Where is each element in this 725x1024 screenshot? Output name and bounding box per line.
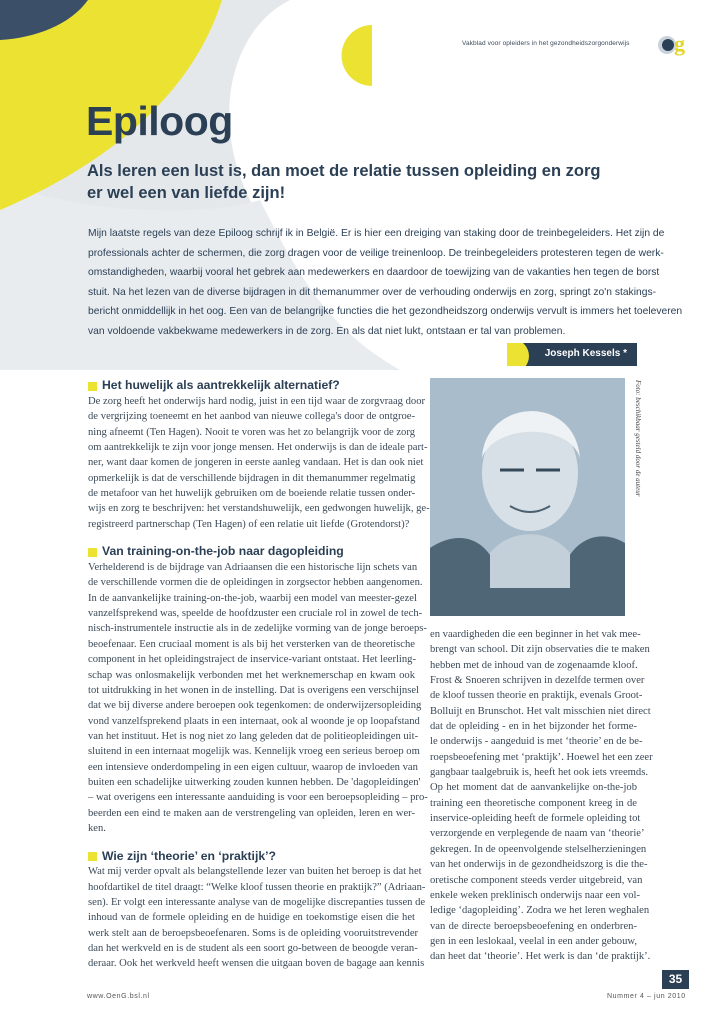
body-line: vanzelfsprekend was, speelde de hoofdzuster een cruciale rol in zowel de tech- bbox=[88, 608, 423, 620]
body-line: opmerkelijk is dat de verschillende bijdragen in dit themanummer regelmatig bbox=[88, 472, 416, 484]
body-line: Op het moment dat de aanvankelijke on-the-job bbox=[430, 782, 637, 794]
body-line: vond vanzelfsprekend plaats in een internaat, ook al woonde je op loopafstand bbox=[88, 715, 420, 727]
intro-line: Mijn laatste regels van deze Epiloog schrijf ik in België. Er is hier een dreiging van staking door de treinbegeleiders. Het zijn de bbox=[88, 228, 665, 239]
body-line: enkele weken preklinisch onderwijs naar een vol- bbox=[430, 889, 641, 901]
body-line: beerden een eind te maken aan de verstrengeling van opleiden, leren en wer- bbox=[88, 807, 415, 819]
body-line: ning afneemt (Ten Hagen). Nooit te voren was het zo belangrijk voor de zorg bbox=[88, 426, 415, 438]
body-line: nisch-instrumentele instructie als in de zedelijke vorming van de jonge beroeps- bbox=[88, 623, 427, 635]
body-line: gangbaar taalgebruik is, heeft het ook iets vreemds. bbox=[430, 767, 648, 779]
body-line: buiten een schadelijke uitwerking zouden kunnen hebben. De 'dagopleidingen' bbox=[88, 776, 421, 788]
yellow-circle-decoration bbox=[507, 343, 529, 366]
body-line: Bolluijt en Brunschot. Het valt misschien niet direct bbox=[430, 705, 651, 717]
article-subtitle bbox=[87, 160, 647, 204]
footer-website: www.OenG.bsl.nl bbox=[87, 993, 150, 1000]
photo-caption bbox=[632, 380, 642, 540]
body-line: beoefenaar. Een cruciaal moment is als bij het versterken van de theoretische bbox=[88, 638, 415, 650]
body-line: training een theoretische component kreeg in de bbox=[430, 797, 637, 809]
body-line: deraar. Ook het werkveld heeft wensen die uitgaan boven de bagage aan kennis bbox=[88, 958, 425, 970]
body-line: roepsbeoefening met ‘praktijk’. Hoewel het een zeer bbox=[430, 751, 653, 763]
section-heading bbox=[88, 544, 415, 560]
body-line: oretische component steeds verder uitgebreid, van bbox=[430, 874, 643, 886]
yellow-square-bullet-icon bbox=[88, 852, 97, 861]
body-line: om aantrekkelijk te zijn voor jonge mensen. Het onderwijs is dan de ideale part- bbox=[88, 442, 428, 454]
right-column bbox=[430, 627, 653, 965]
body-line: Frost & Snoeren schrijven in dezelfde termen over bbox=[430, 675, 645, 687]
body-line: werk stelt aan de beroepsbeoefenaren. Soms is de opleiding vooruitstrevender bbox=[88, 927, 419, 939]
author-photo bbox=[430, 378, 625, 616]
body-line: inhoud van de formele opleiding en de huidige en toekomstige eisen die het bbox=[88, 912, 415, 924]
author-badge bbox=[507, 343, 637, 366]
body-line: dan het werkveld en is de student als een soort go-between de beoogde veran- bbox=[88, 943, 418, 954]
body-line: verzorgende en verplegende de naam van ‘theorie’ bbox=[430, 828, 645, 840]
body-line: tot uitdrukking in het wonen in de instelling. Dat is overigens een verschijnsel bbox=[88, 684, 419, 696]
section-heading-text: Van training-on-the-job naar dagopleiding bbox=[102, 544, 344, 559]
page-number: 35 bbox=[662, 970, 689, 989]
body-line: hoofdartikel de titel draagt: “Welke kloof tussen theorie en praktijk?” (Adriaan- bbox=[88, 881, 426, 893]
body-line: gen in een leslokaal, veelal in een ander gebouw, bbox=[430, 935, 637, 947]
body-line: ner, want daar komen de jongeren in eerste aanleg vandaan. Het is dan ook niet bbox=[88, 457, 424, 469]
body-line: sluitend in een internaat mogelijk was. Kennelijk vroeg een serieus beroep om bbox=[88, 746, 420, 758]
body-line: en vaardigheden die een beginner in het vak mee- bbox=[430, 629, 641, 640]
body-line: schap was onlosmakelijk verbonden met het werknemerschap en kwam ook bbox=[88, 669, 415, 681]
body-line: De zorg heeft het onderwijs hard nodig, juist in een tijd waar de zorgvraag door bbox=[88, 396, 426, 407]
body-line: de metafoor van het huwelijk gebruiken om de boeiende relatie tussen onder- bbox=[88, 488, 416, 500]
body-line: de vergrijzing toeneemt en het aanbod van nieuwe collega's door de ontgroe- bbox=[88, 411, 415, 423]
body-line: van het onderwijs in de gezondheidszorg is die the- bbox=[430, 859, 648, 871]
body-line: hebben met de inhoud van de zogenaamde kloof. bbox=[430, 659, 638, 671]
section-heading bbox=[88, 848, 415, 864]
body-line: inservice-opleiding heeft de formele opleiding tot bbox=[430, 813, 641, 825]
body-line: component in het opleidingstraject de inservice-variant ontstaat. Het leerling- bbox=[88, 654, 416, 666]
svg-text:g: g bbox=[674, 33, 685, 56]
body-line: registreerd partnerschap (Ten Hagen) of een relatie uit liefde (Grotendorst)? bbox=[88, 518, 410, 530]
body-line: ledige ‘dagopleiding’. Zodra we het leren weghalen bbox=[430, 905, 650, 917]
body-line: ken. bbox=[88, 822, 106, 834]
body-line: dat de opleiding - en in het bijzonder het forme- bbox=[430, 721, 637, 733]
body-line: – wat overigens een interessante aanduiding is voor een beroepsopleiding – pro- bbox=[88, 792, 428, 804]
body-line: van het instituut. Het is nog niet zo lang geleden dat de politieopleidingen uit- bbox=[88, 730, 419, 742]
body-line: sen). Er volgt een interessante analyse van de mogelijke discrepanties tussen de bbox=[88, 896, 426, 908]
page-title: Epiloog bbox=[86, 98, 233, 144]
body-line: gekregen. In de opeenvolgende stelselherzieningen bbox=[430, 843, 647, 855]
body-line: Wat mij verder opvalt als belangstellende lezer van buiten het beroep is dat het bbox=[88, 866, 422, 878]
oeng-logo bbox=[657, 33, 693, 59]
photo-caption-text: Foto: beschikbaar gesteld door de auteur bbox=[634, 380, 642, 497]
body-line: een intensieve onderdompeling in een eigen cultuur, waarop de invloeden van bbox=[88, 761, 418, 773]
magazine-tagline: Vakblad voor opleiders in het gezondheidszorgonderwijs bbox=[462, 40, 630, 47]
yellow-half-circle bbox=[342, 25, 372, 86]
intro-line: omstandigheden, waarbij vooral het gebrek aan medewerkers en daardoor de toewijzing van de vakanties hen tegen de borst bbox=[88, 267, 660, 279]
intro-line: van voldoende vakbekwame medewerkers in de zorg. En als dat niet lukt, ontstaan er tal van problemen. bbox=[88, 325, 566, 337]
yellow-square-bullet-icon bbox=[88, 382, 97, 391]
subtitle-line: Als leren een lust is, dan moet de relatie tussen opleiding en zorg bbox=[87, 162, 601, 180]
body-line: dat we bij diverse andere beroepen ook tegenkomen: de onderwijzersopleiding bbox=[88, 700, 422, 712]
body-line: van de directe beroepsbeoefening en onderbren- bbox=[430, 920, 637, 932]
section-gap bbox=[88, 532, 415, 544]
footer-issue: Nummer 4 – jun 2010 bbox=[607, 993, 686, 1000]
body-line: brengt van school. Dit zijn observaties die te maken bbox=[430, 644, 650, 656]
body-line: Verhelderend is de bijdrage van Adriaansen die een historische lijn schets van bbox=[88, 562, 418, 574]
body-line: le onderwijs - aangeduid is met ‘theorie’ en de be- bbox=[430, 736, 643, 748]
yellow-square-bullet-icon bbox=[88, 548, 97, 557]
body-line: wijs en zorg te beschrijven: het verstandshuwelijk, een gedwongen huwelijk, ge- bbox=[88, 503, 430, 515]
author-name: Joseph Kessels * bbox=[544, 348, 627, 359]
body-line: de verschillende vormen die de opleidingen in zorgsector hebben aangenomen. bbox=[88, 577, 423, 589]
body-line: de kloof tussen theorie en praktijk, evenals Groot- bbox=[430, 690, 643, 702]
section-heading-text: Het huwelijk als aantrekkelijk alternatief? bbox=[102, 378, 340, 393]
intro-line: professionals achter de schermen, die zorg dragen voor de veilige treinenloop. De treinbegeleiders protesteren tegen de werk- bbox=[88, 247, 664, 259]
body-line: In de aanvankelijke training-on-the-job, waarbij een model van meester-gezel bbox=[88, 592, 417, 604]
intro-line: stuit. Na het lezen van de diverse bijdragen in dit themanummer over de verhouding onderwijs en zorg, springt zo'n stakings- bbox=[88, 286, 657, 298]
section-heading-text: Wie zijn ‘theorie’ en ‘praktijk’? bbox=[102, 848, 276, 863]
subtitle-line: er wel een van liefde zijn! bbox=[87, 184, 286, 202]
body-line: dan heet dat ‘theorie’. Het werk is dan ‘de praktijk’. bbox=[430, 951, 651, 963]
intro-paragraph bbox=[88, 224, 683, 342]
intro-line: bericht onmiddellijk in het oog. Een van de belangrijke functies die het gezondheidszorg onderwijs vervult is immers het toeleveren bbox=[88, 306, 683, 318]
section-gap bbox=[88, 836, 415, 848]
left-column bbox=[88, 378, 430, 972]
section-heading bbox=[88, 378, 415, 394]
